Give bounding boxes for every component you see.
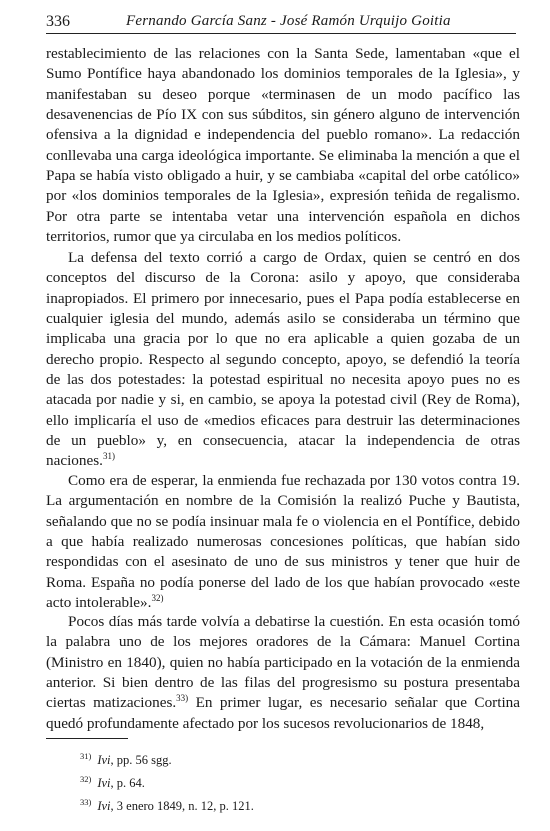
footnote-text: , 3 enero 1849, n. 12, p. 121. [110,799,254,813]
paragraph-3 [46,471,520,613]
footnote-31 [80,750,172,768]
header-rule [46,33,516,34]
paragraph-4 [46,612,520,734]
footnote-ref: Ivi [97,799,111,813]
footnote-ref-33: 33) [176,693,189,704]
footnote-number: 32) [80,773,92,784]
footnote-number: 33) [80,796,92,807]
footnote-ref: Ivi [97,753,111,767]
paragraph-4-tail: En primer lugar, es necesario señalar que Cortina quedó profundamente afectado por los sucesos revolucionarios de 1848, [46,694,520,732]
footnote-ref: Ivi [97,776,111,790]
footnote-text: , pp. 56 sgg. [110,753,172,767]
footnote-ref-32: 32) [151,593,164,603]
footnote-32 [80,773,145,791]
footnote-text: , p. 64. [110,776,145,790]
paragraph-1 [46,44,520,247]
footnote-ref-31: 31) [102,451,115,462]
footnote-number: 31) [80,750,92,761]
paragraph-2 [46,248,520,472]
footnote-33 [80,796,254,814]
paragraph-3-text: Como era de esperar, la enmienda fue rechazada por 130 votos contra 19. La argumentación en nombre de la Comisión la realizó Puche y Bautista, señalando que no se podía insinuar mala fe o violencia en el Pontífice, debido a que había realizado numerosas concesiones políticas, que habían sido respondidas con el asesinato de uno de sus ministros y tener que huir de Roma. España no podía ponerse del lado de los que habían provocado «este acto intolerable». [46,472,520,612]
running-header [46,10,516,32]
footnote-rule [46,738,128,739]
paragraph-4-text: Pocos días más tarde volvía a debatirse la cuestión. En esta ocasión tomó la palabra uno de los mejores oradores de la Cámara: Manuel Cortina (Ministro en 1840), quien no había participado en la votación de la enmienda anterior. Si bien dentro de las filas del progresismo su postura presentaba ciertas matizaciones. [46,613,520,712]
paragraph-2-text: La defensa del texto corrió a cargo de Ordax, quien se centró en dos conceptos del discurso de la Corona: asilo y apoyo, que consideraba inapropiados. El primero por innecesario, pues el Papa podía establecerse en cualquier iglesia del mundo, además asilo se consideraba un término que implicaba una gracia por lo que no era aplicable a quien gozaba de un derecho propio. Respecto al segundo concepto, apoyo, se defendió la teoría de las dos potestades: la potestad espiritual no necesita apoyo pues no es atacada por nadie y si, en cambio, se apoya la potestad civil (Rey de Roma), ello implicaría el uso de «medios eficaces para destruir las determinaciones de un pueblo» y, en consecuencia, atacar la independencia de otras naciones. [46,249,520,470]
running-title: Fernando García Sanz - José Ramón Urquijo Goitia [126,13,451,29]
paragraph-1-text: restablecimiento de las relaciones con la Santa Sede, lamentaban «que el Sumo Pontífice haya abandonado los dominios temporales de la Iglesia», y manifestaban su deseo porque «terminasen de un modo pacífico las desavenencias de Pío IX con sus súbditos, sin género alguno de intervención ofensiva a la dignidad e independencia del pueblo romano». La redacción conllevaba una carga ideológica importante. Se eliminaba la mención a que el Papa se había visto obligado a huir, y se cambiaba «capital del orbe católico» por «los dominios temporales de la Iglesia», expresión teñida de regalismo. Por otra parte se intentaba vetar una intervención española en dichos territorios, rumor que ya circulaba en los medios políticos. [46,45,520,246]
page-number: 336 [46,13,70,30]
